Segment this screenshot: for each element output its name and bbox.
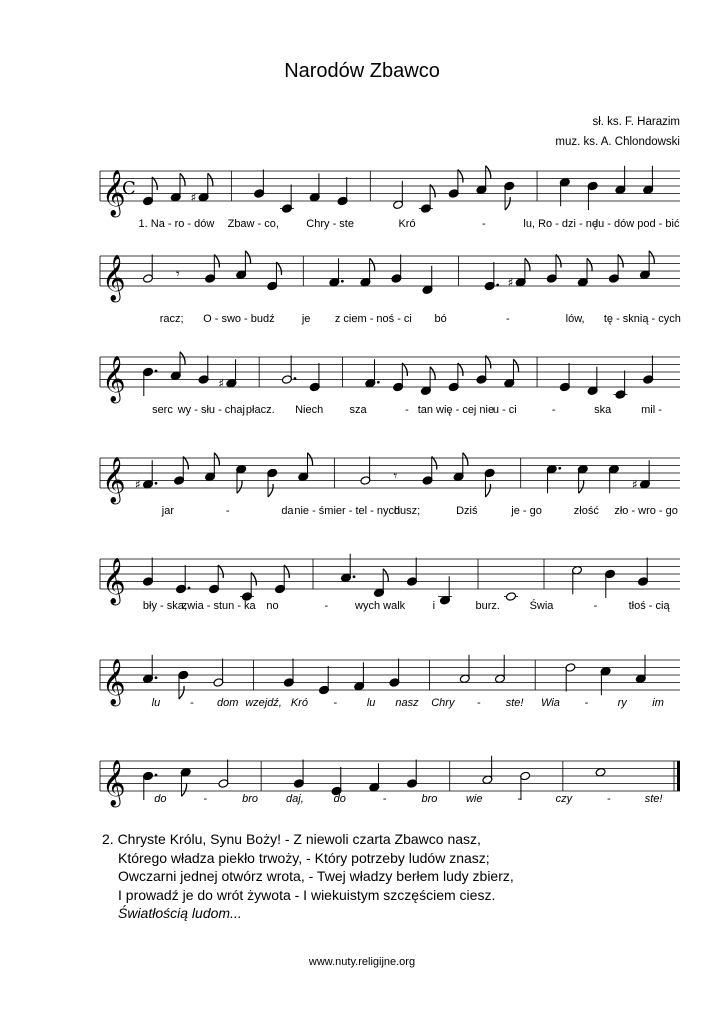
sharp-sign: ♯	[507, 275, 514, 290]
note-flag	[245, 251, 250, 264]
note-flag	[556, 255, 561, 268]
lyric-syllable: do	[154, 793, 167, 805]
lyric-syllable: -	[203, 793, 208, 805]
lyric-syllable: -	[517, 793, 521, 805]
lyric-syllable: O - swo - budź	[203, 313, 275, 325]
verse-2-line: 2. Chryste Królu, Synu Boży! - Z niewoli czarta Zbawco nasz,	[102, 831, 481, 847]
note-flag	[179, 686, 184, 699]
lyric-syllable: -	[506, 313, 510, 325]
lyric-syllable: z ciem - noś - ci	[334, 313, 412, 325]
augmentation-dot	[155, 482, 158, 485]
lyric-syllable: -	[405, 404, 409, 416]
note-flag	[383, 569, 388, 582]
lyric-syllable: lu	[366, 697, 376, 709]
footer-url: www.nuty.religijne.org	[308, 956, 416, 968]
verse-2-line: Którego władza piekło trwoży, - Który potrzeby ludów znasz;	[118, 849, 490, 866]
lyric-syllable: -	[189, 697, 194, 709]
lyric-syllable: -	[324, 600, 329, 612]
note-flag	[432, 457, 437, 470]
verse-2-line: I prowadź je do wrót żywota - I wiekuistym szczęściem ciesz.	[118, 886, 496, 903]
lyric-syllable: ry	[617, 697, 627, 709]
lyric-syllable: da	[281, 505, 294, 517]
note-flag	[182, 783, 187, 796]
lyric-syllable: -	[225, 505, 230, 517]
augmentation-dot	[496, 284, 499, 287]
lyric-syllable: Chry - ste	[306, 218, 354, 230]
lyric-syllable: do	[333, 793, 346, 805]
note-flag	[587, 258, 592, 271]
sharp-sign: ♯	[218, 376, 225, 391]
lyric-syllable: nie - śmier - tel - nych	[294, 505, 401, 517]
lyric-syllable: lów,	[565, 313, 585, 325]
note-flag	[505, 197, 510, 210]
staff-system	[100, 352, 680, 416]
open-notehead	[595, 767, 606, 777]
lyricist-credit: sł. ks. F. Harazim	[592, 116, 680, 128]
lyric-syllable: -	[593, 600, 598, 612]
lyric-syllable: u - ci	[492, 404, 517, 416]
note-flag	[208, 173, 213, 186]
lyric-syllable: lu - dów pod - bić	[595, 218, 680, 230]
time-signature: C	[122, 178, 136, 199]
lyric-syllable: sza	[349, 404, 367, 416]
lyric-syllable: dom	[216, 697, 239, 709]
note-flag	[307, 453, 312, 466]
eighth-rest: 𝄾	[393, 468, 398, 485]
treble-clef: 𝄞	[102, 457, 126, 503]
lyric-syllable: Zbaw - co,	[227, 218, 279, 230]
note-flag	[180, 352, 185, 365]
lyric-syllable: jar	[161, 505, 175, 517]
open-notehead	[506, 592, 517, 602]
lyric-syllable: wzejdź,	[245, 697, 282, 709]
lyric-syllable: -	[482, 218, 486, 230]
lyric-syllable: 1. Na - ro - dów	[138, 218, 215, 230]
note-flag	[458, 363, 463, 376]
note-flag	[402, 363, 407, 376]
note-flag	[486, 166, 491, 179]
lyric-syllable: bro	[421, 793, 438, 805]
treble-clef: 𝄞	[102, 659, 126, 705]
staff-system	[100, 756, 680, 808]
augmentation-dot	[188, 587, 191, 590]
lyric-syllable: -	[606, 793, 611, 805]
page-title: Narodów Zbawco	[284, 60, 440, 82]
sharp-sign: ♯	[190, 190, 197, 205]
lyric-syllable: złość	[573, 505, 599, 517]
lyric-syllable: tę - sknią - cych	[603, 313, 681, 325]
staff-system	[100, 453, 680, 517]
lyric-syllable: -	[551, 404, 556, 416]
lyric-syllable: Wia	[541, 697, 560, 709]
note-flag	[183, 457, 188, 470]
lyric-syllable: -	[382, 793, 387, 805]
eighth-rest: 𝄾	[176, 266, 180, 283]
augmentation-dot	[155, 676, 158, 679]
note-flag	[284, 565, 289, 578]
staff-system	[100, 251, 681, 325]
note-flag	[430, 185, 435, 198]
staff-system	[100, 554, 680, 612]
lyric-syllable: tłoś - cią	[628, 600, 670, 612]
note-flag	[513, 359, 518, 372]
note-flag	[458, 170, 463, 183]
lyric-syllable: je	[301, 313, 311, 325]
lyric-syllable: ste!	[505, 697, 524, 709]
lyric-syllable: i	[432, 600, 436, 612]
lyric-syllable: je - go	[511, 505, 542, 517]
treble-clef: 𝄞	[102, 170, 126, 216]
lyric-syllable: wy - słu - chaj	[177, 404, 245, 416]
lyric-syllable: bły - ska,	[142, 600, 187, 612]
verse-2	[102, 830, 514, 923]
augmentation-dot	[353, 575, 356, 578]
augmentation-dot	[558, 467, 561, 470]
lyric-syllable: -	[584, 697, 589, 709]
treble-clef: 𝄞	[102, 558, 126, 604]
lyric-syllable: lu, Ro - dzi - nę	[523, 218, 599, 230]
lyric-syllable: wie	[465, 793, 483, 805]
note-flag	[579, 480, 584, 493]
note-flag	[152, 177, 157, 190]
augmentation-dot	[341, 280, 344, 283]
lyric-syllable: Niech	[295, 404, 324, 416]
note-flag	[485, 484, 490, 497]
treble-clef: 𝄞	[102, 356, 126, 402]
note-flag	[180, 173, 185, 186]
treble-clef: 𝄞	[102, 760, 126, 806]
note-flag	[463, 453, 468, 466]
final-bar-line	[677, 761, 680, 791]
lyric-syllable: dusz;	[393, 505, 421, 517]
lyric-syllable: -	[333, 697, 338, 709]
note-flag	[214, 453, 219, 466]
note-flag	[276, 262, 281, 275]
lyric-syllable: czy	[555, 793, 573, 805]
note-flag	[618, 255, 623, 268]
note-flag	[214, 255, 219, 268]
note-flag	[237, 480, 242, 493]
augmentation-dot	[155, 370, 158, 373]
lyric-syllable: Dziś	[456, 505, 478, 517]
note-flag	[370, 258, 375, 271]
lyric-syllable: no	[266, 600, 279, 612]
lyric-syllable: mil -	[641, 404, 662, 416]
composer-credit: muz. ks. A. Chlondowski	[555, 136, 680, 148]
lyric-syllable: Chry	[431, 697, 455, 709]
note-flag	[486, 356, 491, 369]
verse-2-line: Owczarni jednej otwórz wrota, - Twej władzy berłem ludy zbierz,	[118, 868, 514, 884]
lyric-syllable: im	[652, 697, 664, 709]
lyric-syllable: zwia - stun - ka	[181, 600, 256, 612]
lyric-syllable: ste!	[644, 793, 663, 805]
lyric-syllable: serc	[152, 404, 173, 416]
treble-clef: 𝄞	[102, 255, 126, 301]
lyric-syllable: ska	[594, 404, 612, 416]
augmentation-dot	[155, 774, 158, 777]
lyric-syllable: bro	[242, 793, 259, 805]
lyric-syllable: Kró	[398, 218, 416, 230]
note-flag	[268, 484, 273, 497]
lyric-syllable: nasz	[395, 697, 419, 709]
lyric-syllable: wych walk	[355, 600, 406, 612]
note-flag	[430, 367, 435, 380]
verse-2-line: Światłością ludom...	[118, 905, 242, 921]
note-flag	[649, 251, 654, 264]
staff-system	[100, 655, 680, 709]
lyric-syllable: lu	[151, 697, 161, 709]
note-flag	[218, 565, 223, 578]
lyric-syllable: -	[476, 697, 481, 709]
sharp-sign: ♯	[135, 477, 141, 492]
sharp-sign: ♯	[631, 477, 638, 492]
augmentation-dot	[377, 381, 380, 384]
lyric-syllable: burz.	[475, 600, 500, 612]
staff-system	[100, 166, 680, 230]
note-flag	[525, 258, 530, 271]
augmentation-dot	[294, 377, 297, 380]
lyric-syllable: zło - wro - go	[614, 505, 678, 517]
lyric-syllable: tan wię - cej nie	[417, 404, 495, 416]
lyric-syllable: Kró	[290, 697, 308, 709]
lyric-syllable: bó	[434, 313, 447, 325]
lyric-syllable: Świa	[529, 600, 554, 612]
lyric-syllable: racz;	[159, 313, 184, 325]
note-flag	[251, 573, 256, 586]
lyric-syllable: płacz.	[245, 404, 275, 416]
lyric-syllable: daj,	[286, 793, 304, 805]
